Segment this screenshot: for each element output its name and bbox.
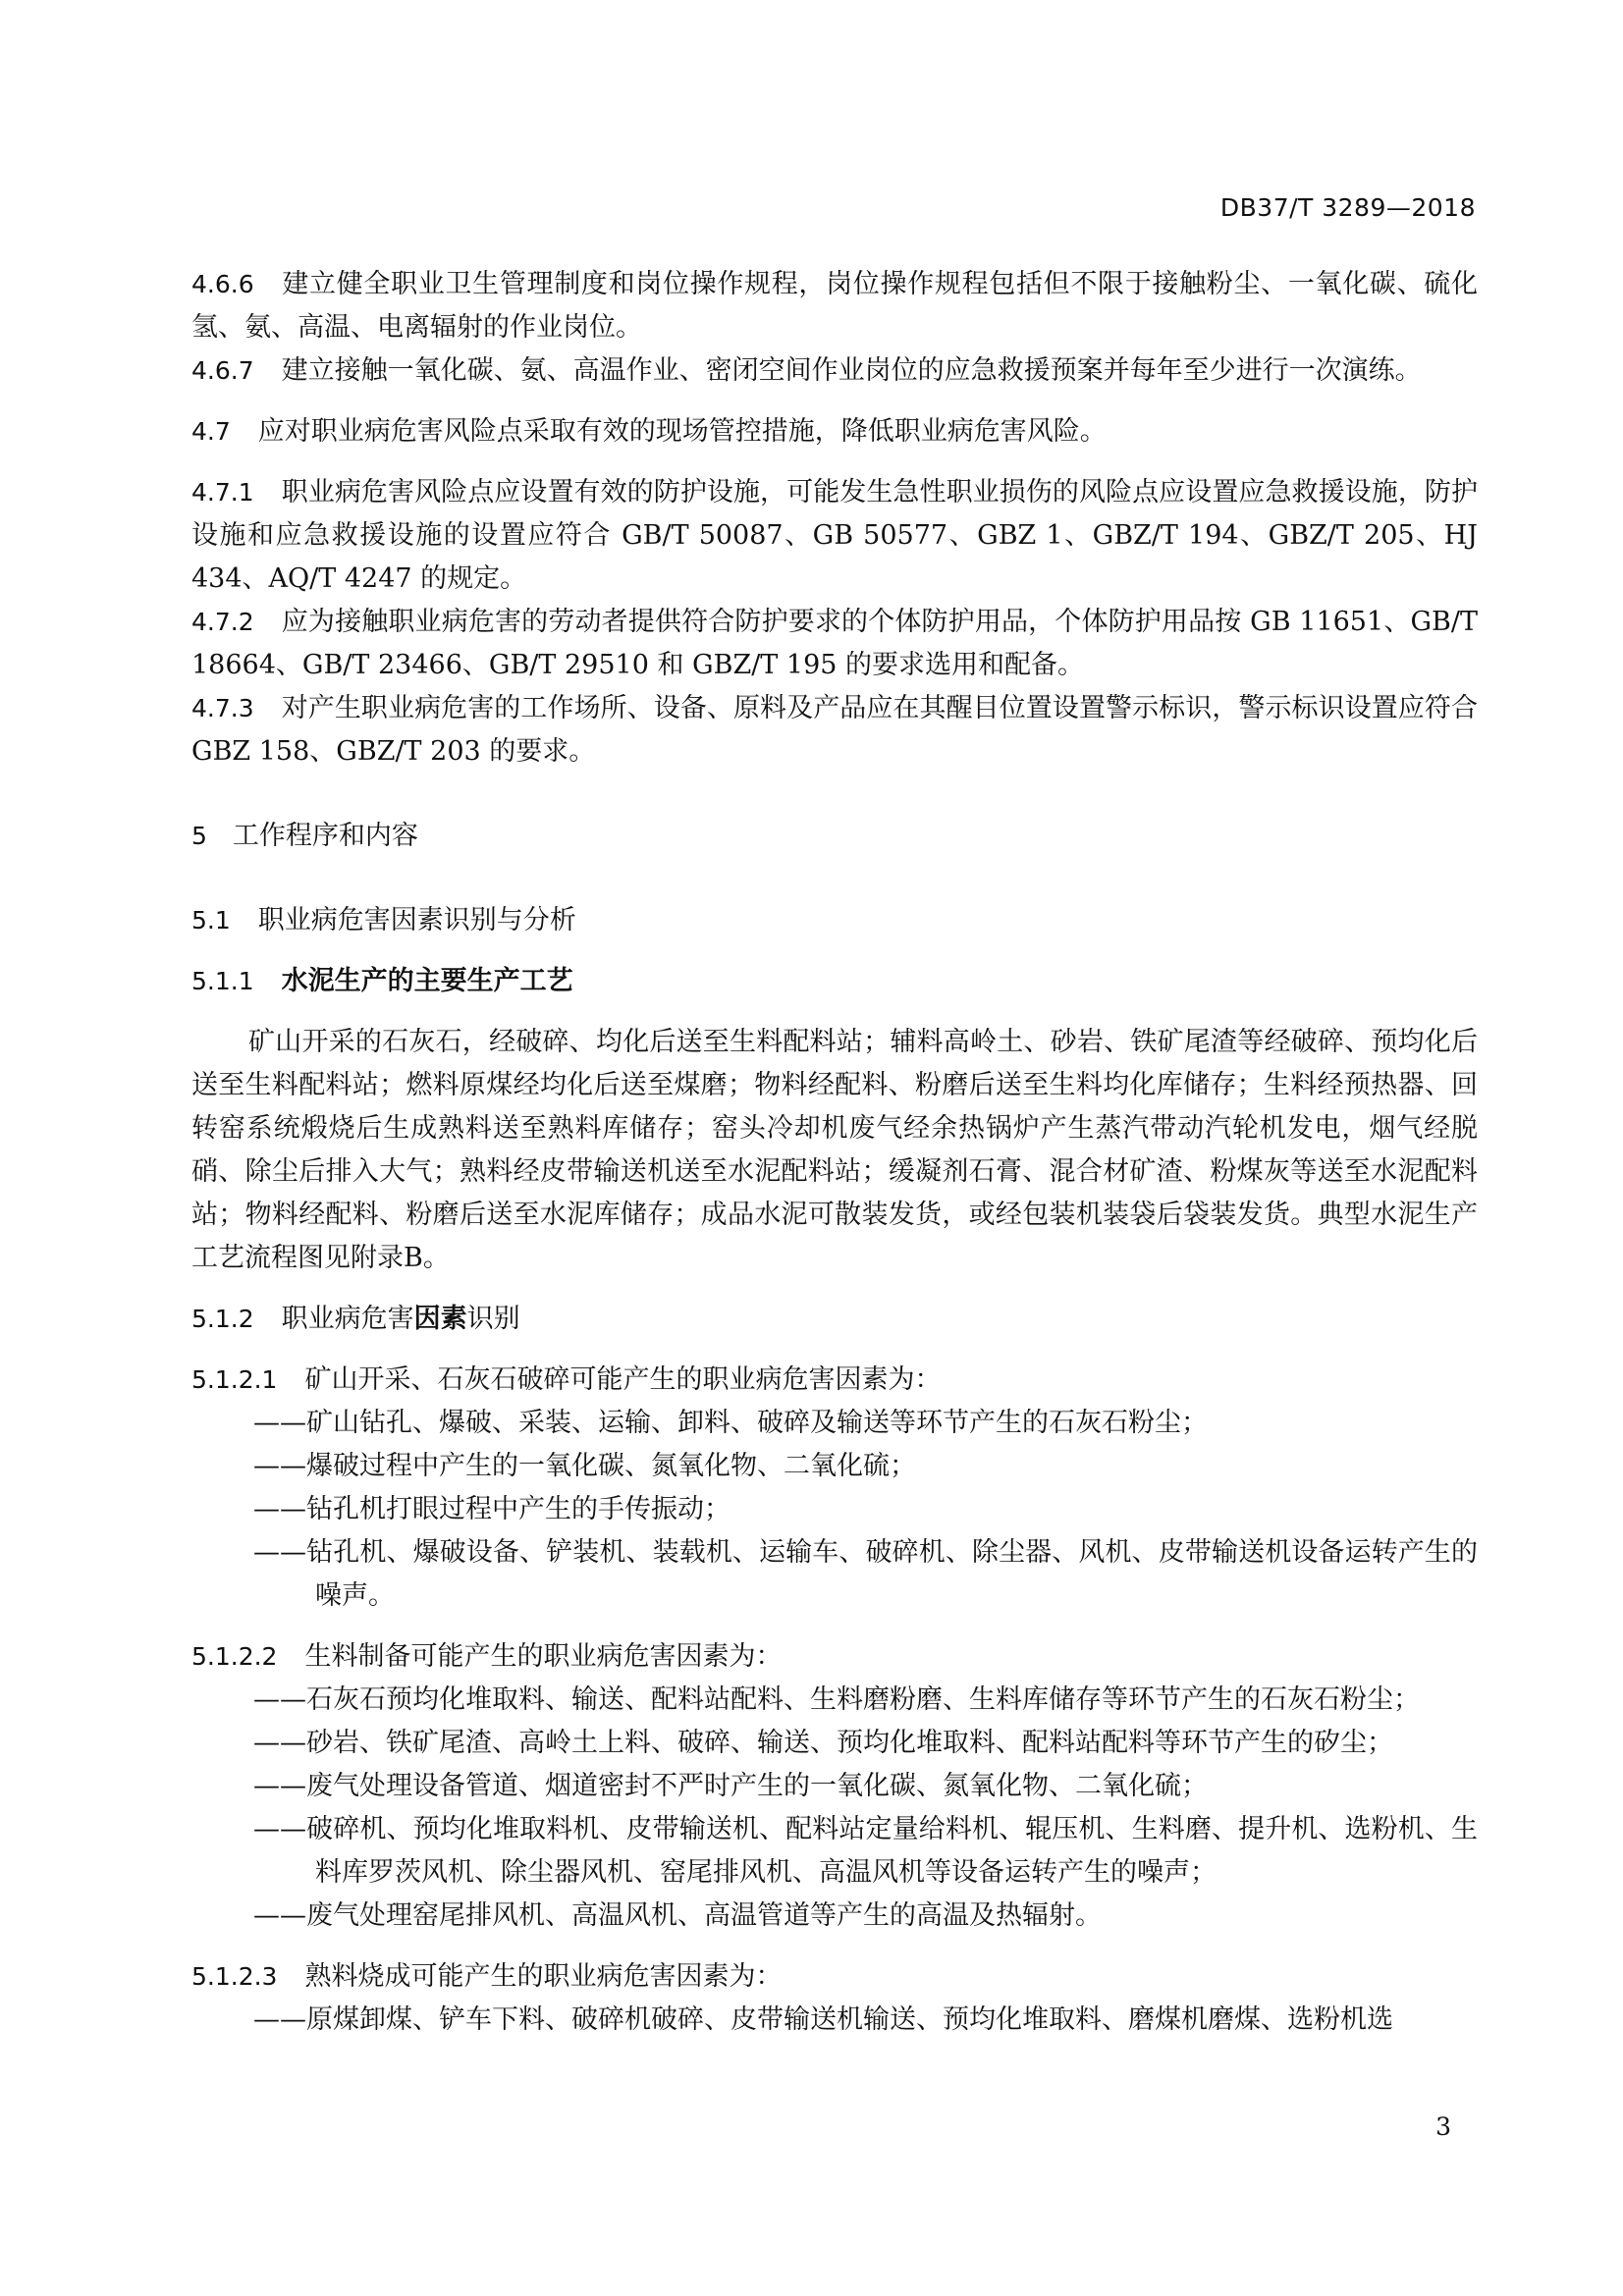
section-title-part: 职业病危害 (281, 1304, 414, 1334)
page-number: 3 (1435, 2112, 1451, 2141)
clause-number: 4.7.1 (191, 478, 254, 507)
section-title: 职业病危害因素识别与分析 (257, 905, 576, 935)
clause-number: 4.6.7 (191, 356, 254, 385)
section-title: 水泥生产的主要生产工艺 (281, 966, 573, 996)
clause-text: 建立健全职业卫生管理制度和岗位操作规程，岗位操作规程包括但不限于接触粉尘、一氧化碳、硫化氢、氨、高温、电离辐射的作业岗位。 (191, 269, 1478, 343)
clause-4-7 (191, 410, 1478, 454)
section-5-1-2-heading (191, 1298, 1478, 1341)
section-number: 5.1 (191, 906, 231, 934)
clause-text: 职业病危害风险点应设置有效的防护设施，可能发生急性职业损伤的风险点应设置应急救援设施，防护设施和应急救援设施的设置应符合 GB/T 50087、GB 50577、GBZ 1、GBZ/T 194、GBZ/T 205、HJ 434、AQ/T 4247 的规定。 (191, 477, 1478, 594)
section-number: 5.1.2 (191, 1305, 254, 1333)
section-title-part: 识别 (466, 1304, 520, 1334)
section-title: 工作程序和内容 (232, 821, 418, 851)
clause-number: 5.1.2.2 (191, 1642, 278, 1671)
section-number: 5 (191, 822, 207, 850)
clause-number: 4.6.6 (191, 270, 254, 298)
clause-text: 建立接触一氧化碳、氨、高温作业、密闭空间作业岗位的应急救援预案并每年至少进行一次演练。 (281, 355, 1422, 386)
clause-4-7-1 (191, 471, 1478, 601)
section-number: 5.1.1 (191, 967, 254, 995)
section-title-emphasis: 因素 (413, 1304, 467, 1334)
clause-number: 4.7 (191, 417, 231, 446)
list-item: ——石灰石预均化堆取料、输送、配料站配料、生料磨粉磨、生料库储存等环节产生的石灰石粉尘； (253, 1684, 1420, 1715)
clause-5-1-2-2 (191, 1635, 1478, 1679)
clause-4-7-2 (191, 601, 1478, 687)
clause-4-6-6 (191, 263, 1478, 349)
clause-4-7-3 (191, 687, 1478, 774)
document-code-header: DB37/T 3289—2018 (1219, 193, 1476, 222)
list-item: ——破碎机、预均化堆取料机、皮带输送机、配料站定量给料机、辊压机、生料磨、提升机、选粉机、生料库罗茨风机、除尘器风机、窑尾排风机、高温风机等设备运转产生的噪声； (253, 1814, 1478, 1888)
process-description: 矿山开采的石灰石，经破碎、均化后送至生料配料站；辅料高岭土、砂岩、铁矿尾渣等经破碎、预均化后送至生料配料站；燃料原煤经均化后送至煤磨；物料经配料、粉磨后送至生料均化库储存；生料经预热器、回转窑系统煅烧后生成熟料送至熟料库储存；窑头冷却机废气经余热锅炉产生蒸汽带动汽轮机发电，烟气经脱硝、除尘后排入大气；熟料经皮带输送机送至水泥配料站；缓凝剂石膏、混合材矿渣、粉煤灰等送至水泥配料站；物料经配料、粉磨后送至水泥库储存；成品水泥可散装发货，或经包装机装袋后袋装发货。典型水泥生产工艺流程图见附录B。 (191, 1027, 1478, 1273)
clause-text: 生料制备可能产生的职业病危害因素为： (304, 1641, 783, 1672)
list-item: ——钻孔机打眼过程中产生的手传振动； (253, 1494, 730, 1524)
clause-5-1-2-3 (191, 1955, 1478, 1999)
section-5-1-1-heading (191, 960, 1478, 1003)
list-item: ——砂岩、铁矿尾渣、高岭土上料、破碎、输送、预均化堆取料、配料站配料等环节产生的矽尘； (253, 1728, 1393, 1758)
clause-number: 4.7.3 (191, 694, 254, 722)
clause-text: 熟料烧成可能产生的职业病危害因素为： (304, 1961, 783, 1992)
document-body (191, 263, 1478, 2042)
list-item: ——矿山钻孔、爆破、采装、运输、卸料、破碎及输送等环节产生的石灰石粉尘； (253, 1408, 1208, 1438)
list-item: ——原煤卸煤、铲车下料、破碎机破碎、皮带输送机输送、预均化堆取料、磨煤机磨煤、选粉机选 (253, 2004, 1393, 2035)
clause-5-1-2-1 (191, 1359, 1478, 1402)
list-item: ——爆破过程中产生的一氧化碳、氮氧化物、二氧化硫； (253, 1451, 916, 1481)
clause-number: 4.7.2 (191, 608, 254, 636)
clause-text: 应为接触职业病危害的劳动者提供符合防护要求的个体防护用品，个体防护用品按 GB 11651、GB/T 18664、GB/T 23466、GB/T 29510 和 GBZ/T 195 的要求选用和配备。 (191, 607, 1478, 680)
clause-text: 应对职业病危害风险点采取有效的现场管控措施，降低职业病危害风险。 (257, 416, 1107, 447)
list-item: ——钻孔机、爆破设备、铲装机、装载机、运输车、破碎机、除尘器、风机、皮带输送机设备运转产生的噪声。 (253, 1537, 1478, 1611)
clause-text: 矿山开采、石灰石破碎可能产生的职业病危害因素为： (304, 1364, 942, 1395)
list-item: ——废气处理窑尾排风机、高温风机、高温管道等产生的高温及热辐射。 (253, 1900, 1102, 1931)
clause-number: 5.1.2.1 (191, 1365, 278, 1394)
list-item: ——废气处理设备管道、烟道密封不严时产生的一氧化碳、氮氧化物、二氧化硫； (253, 1771, 1208, 1801)
clause-number: 5.1.2.3 (191, 1962, 278, 1991)
section-5-1-heading (191, 899, 1478, 942)
clause-4-6-7 (191, 349, 1478, 393)
section-5-heading (191, 815, 1478, 858)
clause-text: 对产生职业病危害的工作场所、设备、原料及产品应在其醒目位置设置警示标识，警示标识设置应符合 GBZ 158、GBZ/T 203 的要求。 (191, 693, 1478, 767)
